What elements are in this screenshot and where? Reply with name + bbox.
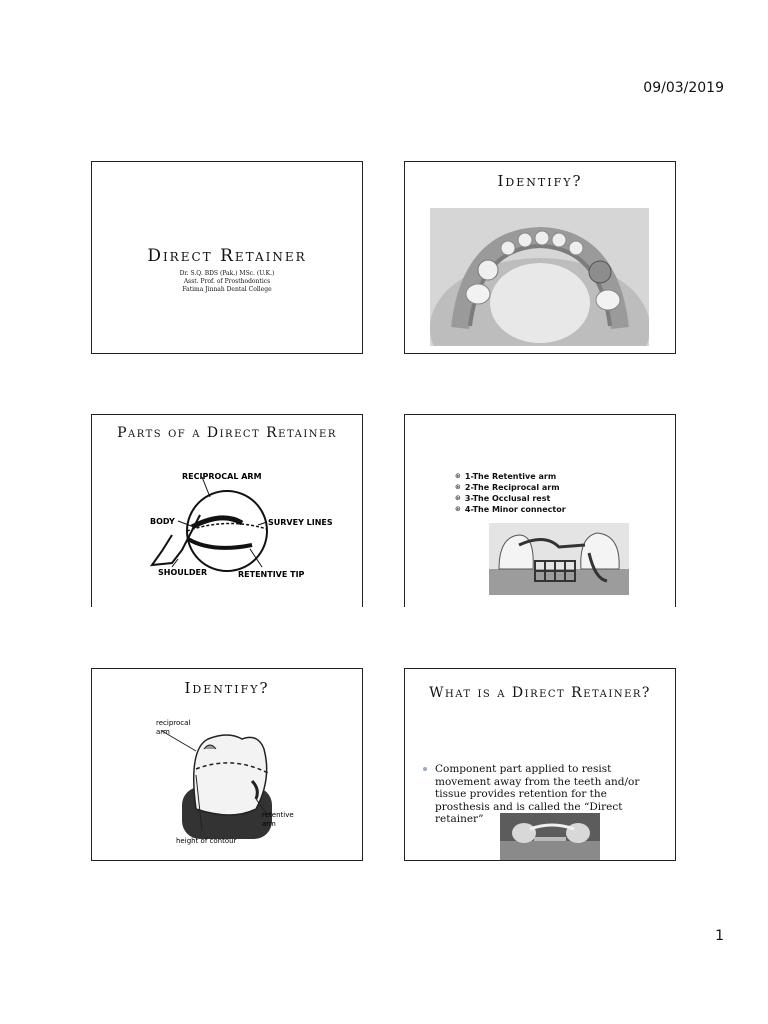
slide-2 <box>404 161 676 354</box>
definition-text: Component part applied to resist movement away from the teeth and/or tissue provides retention for the prosthesis and is called the “Direct retainer” <box>435 763 640 825</box>
dental-arch-photo <box>430 208 649 346</box>
slide-5 <box>91 668 363 861</box>
list-item: ⊛ 4-The Minor connector <box>455 505 566 514</box>
list-item: ⊛ 2-The Reciprocal arm <box>455 483 560 492</box>
bullet-icon <box>423 767 427 771</box>
bullet-icon: ⊛ <box>455 505 461 513</box>
label-retentive-tip: RETENTIVE TIP <box>238 570 305 579</box>
slide-title: What is a Direct Retainer? <box>429 685 651 701</box>
label-arm: arm <box>262 820 276 828</box>
slide-title: Identify? <box>497 172 583 190</box>
page-number: 1 <box>715 928 724 944</box>
label-reciprocal-arm: RECIPROCAL ARM <box>182 472 262 481</box>
list-item: ⊛ 3-The Occlusal rest <box>455 494 551 503</box>
list-item: ⊛ 1-The Retentive arm <box>455 472 557 481</box>
slide-title: Direct Retainer <box>147 246 307 266</box>
label-arm: arm <box>156 728 170 736</box>
label-shoulder: SHOULDER <box>158 568 208 577</box>
retainer-photo <box>500 813 600 861</box>
credit-line: Asst. Prof. of Prosthodontics <box>183 278 271 285</box>
slide-title: Identify? <box>184 679 270 697</box>
credit-line: Fatima Jinnah Dental College <box>182 286 272 293</box>
partial-denture-illustration <box>489 523 629 595</box>
bullet-icon: ⊛ <box>455 483 461 491</box>
clasp-diagram <box>92 455 363 605</box>
page-date: 09/03/2019 <box>643 80 724 96</box>
slide-1 <box>91 161 363 354</box>
slide-credits <box>92 270 362 294</box>
slide-4 <box>404 414 676 607</box>
bullet-icon: ⊛ <box>455 494 461 502</box>
label-retentive: retentive <box>262 811 294 819</box>
tooth-clasp-diagram <box>92 709 363 859</box>
slide-3 <box>91 414 363 607</box>
label-reciprocal: reciprocal <box>156 719 191 727</box>
label-survey-lines: SURVEY LINES <box>268 518 333 527</box>
bullet-icon: ⊛ <box>455 472 461 480</box>
label-height-of-contour: height of contour <box>176 837 237 845</box>
slide-6 <box>404 668 676 861</box>
slide-title: Parts of a Direct Retainer <box>117 425 337 441</box>
parts-list <box>455 471 566 515</box>
label-body: BODY <box>150 517 175 526</box>
credit-line: Dr. S.Q. BDS (Pak.) MSc. (U.K.) <box>179 270 275 277</box>
